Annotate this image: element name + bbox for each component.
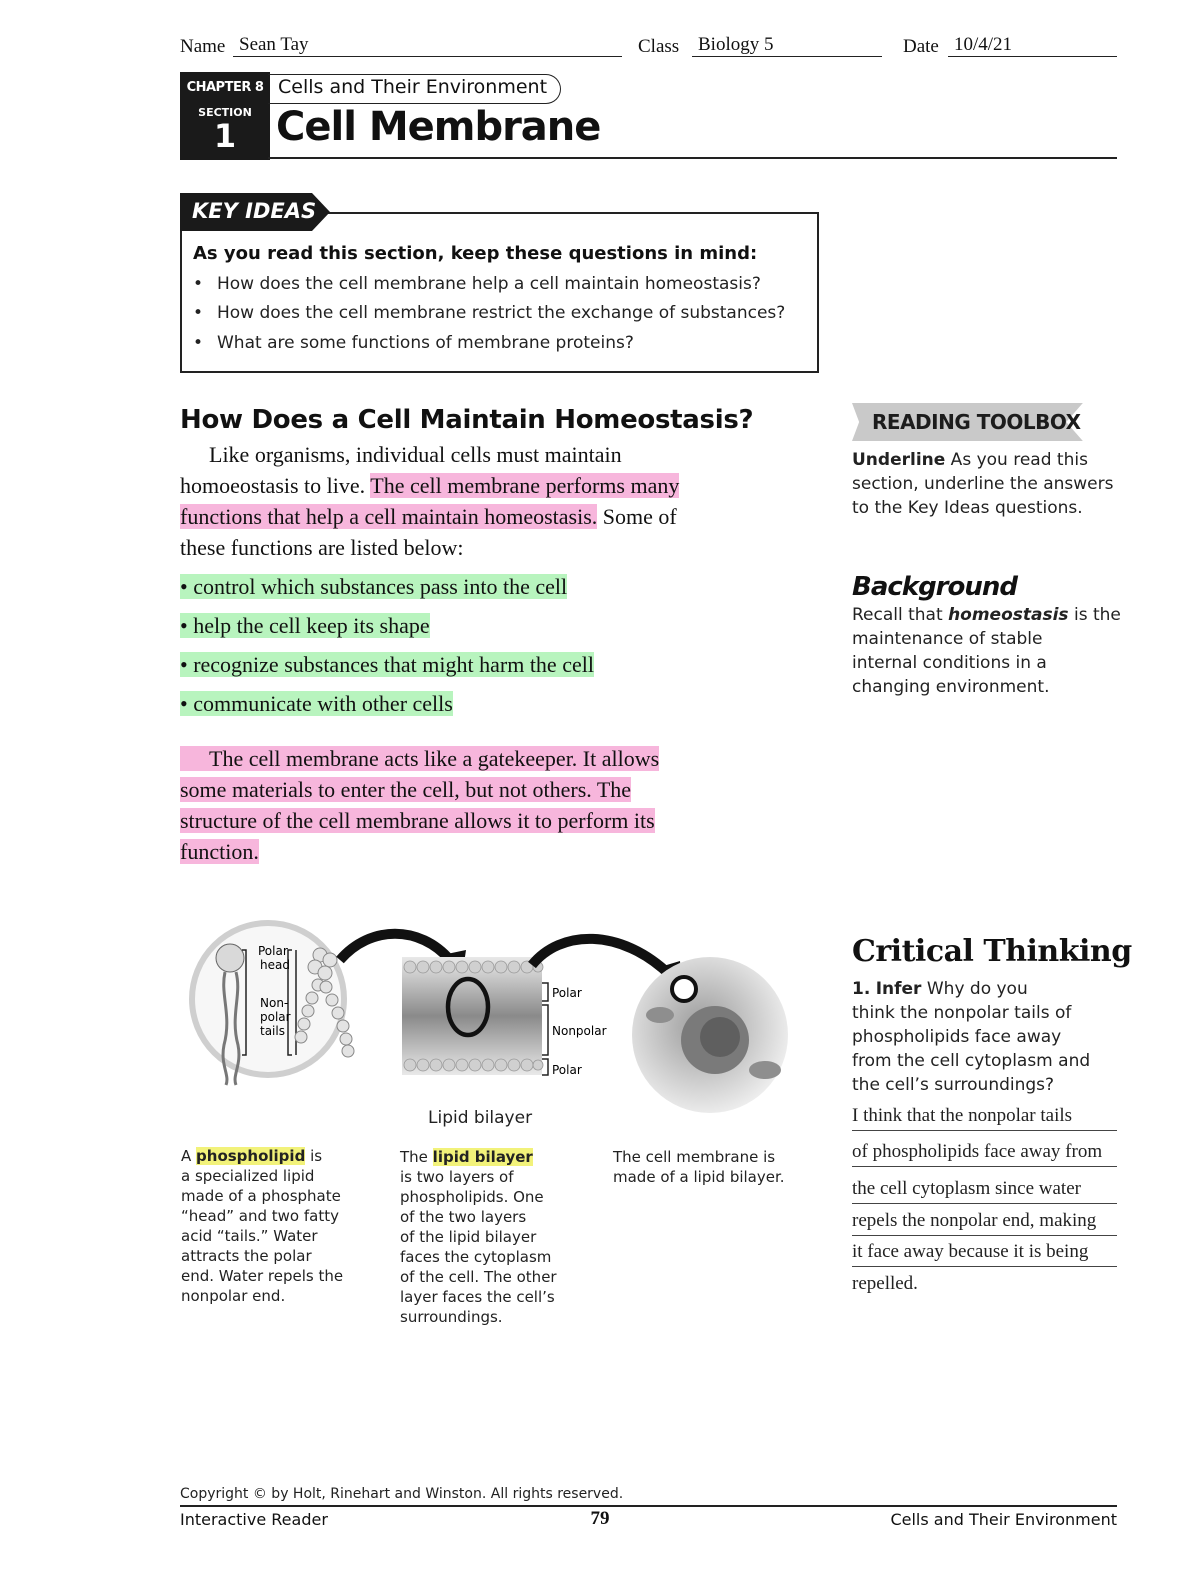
paragraph-line: The cell membrane acts like a gatekeeper. It allows (180, 746, 659, 772)
question-text: 1. Infer Why do you (852, 979, 1028, 999)
function-item: • help the cell keep its shape (180, 613, 430, 638)
footer-book-title: Interactive Reader (180, 1510, 328, 1529)
answer-line[interactable]: the cell cytoplasm since water (852, 1178, 1117, 1204)
question-text: the cell’s surroundings? (852, 1075, 1055, 1095)
answer-line[interactable]: repels the nonpolar end, making (852, 1210, 1117, 1236)
answer-line[interactable]: it face away because it is being (852, 1241, 1117, 1267)
function-item: • communicate with other cells (180, 691, 453, 716)
section-label: SECTION (198, 106, 252, 119)
title-rule (268, 157, 1117, 159)
date-field[interactable]: 10/4/21 (948, 34, 1117, 57)
zoom-circle (672, 977, 696, 1001)
key-ideas-intro: As you read this section, keep these questions in mind: (193, 243, 758, 264)
critical-thinking-heading: Critical Thinking (852, 934, 1132, 969)
key-ideas-label: KEY IDEAS (192, 199, 317, 223)
background-text: changing environment. (852, 677, 1050, 697)
reading-toolbox-label: READING TOOLBOX (872, 410, 1081, 434)
chapter-label: CHAPTER 8 (186, 80, 264, 95)
chapter-title: Cells and Their Environment (278, 76, 548, 98)
function-item: • recognize substances that might harm the cell (180, 652, 594, 677)
paragraph-line: these functions are listed below: (180, 535, 464, 560)
class-label: Class (638, 36, 680, 57)
lipid-bilayer-caption: The lipid bilayer is two layers of phospholipids. One of the two layers of the lipid bilayer faces the cytoplasm of the cell. The other layer faces the cell’s surroundings. (400, 1148, 557, 1326)
question-text: phospholipids face away (852, 1027, 1062, 1047)
label-nonpolar-tails: polar (260, 1010, 291, 1024)
background-heading: Background (852, 572, 1017, 602)
section-title: Cell Membrane (276, 104, 601, 150)
class-field[interactable]: Biology 5 (692, 34, 882, 57)
background-text: maintenance of stable (852, 629, 1043, 649)
section-number: 1 (213, 117, 237, 155)
date-label: Date (903, 36, 939, 57)
toolbox-text: Underline As you read this (852, 450, 1088, 470)
arrow-icon (532, 939, 670, 975)
label-nonpolar-tails: Non- (260, 996, 289, 1010)
question-text: from the cell cytoplasm and (852, 1051, 1091, 1071)
answer-line[interactable]: repelled. (852, 1273, 918, 1294)
arrow-icon (340, 934, 450, 960)
paragraph-line: homoeostasis to live. The cell membrane performs many (180, 473, 680, 498)
paragraph-line: function. (180, 839, 259, 864)
key-question: • What are some functions of membrane proteins? (193, 333, 634, 353)
label-nonpolar: Nonpolar (552, 1024, 607, 1038)
cell-diagram (632, 957, 788, 1113)
function-item: • control which substances pass into the cell (180, 574, 568, 599)
paragraph-line: functions that help a cell maintain homeostasis. Some of (180, 504, 677, 529)
background-text: Recall that homeostasis is the (852, 605, 1121, 625)
phospholipid-caption: A phospholipid is a specialized lipid made of a phosphate “head” and two fatty acid “tails.” Water attracts the polar end. Water repels the nonpolar end. (181, 1147, 344, 1305)
bilayer-title: Lipid bilayer (428, 1108, 533, 1128)
copyright: Copyright © by Holt, Rinehart and Winston. All rights reserved. (180, 1486, 624, 1502)
question-text: think the nonpolar tails of (852, 1003, 1072, 1023)
chapter-block (180, 72, 270, 160)
lipid-bilayer-diagram (402, 957, 607, 1128)
phospholipid-diagram (192, 923, 354, 1085)
main-heading: How Does a Cell Maintain Homeostasis? (180, 405, 754, 435)
label-polar-head: Polar (258, 944, 288, 958)
label-polar: Polar (552, 986, 582, 1000)
label-polar: Polar (552, 1063, 582, 1077)
cell-membrane-caption: The cell membrane is made of a lipid bilayer. (613, 1148, 785, 1186)
paragraph-line: Like organisms, individual cells must maintain (209, 442, 622, 467)
name-label: Name (180, 36, 226, 57)
name-field[interactable]: Sean Tay (233, 34, 622, 57)
highlight-pink: The cell membrane performs many (370, 473, 680, 498)
toolbox-text: section, underline the answers (852, 474, 1114, 494)
membrane-figure (180, 905, 820, 1135)
answer-line[interactable]: I think that the nonpolar tails (852, 1105, 1117, 1131)
highlight-pink: functions that help a cell maintain homeostasis. (180, 504, 598, 529)
paragraph-line: structure of the cell membrane allows it to perform its (180, 808, 655, 833)
footer-rule (180, 1505, 1117, 1507)
key-question: • How does the cell membrane help a cell maintain homeostasis? (193, 274, 761, 294)
term-phospholipid: phospholipid (196, 1147, 306, 1165)
term-lipid-bilayer: lipid bilayer (432, 1148, 533, 1166)
toolbox-text: to the Key Ideas questions. (852, 498, 1083, 518)
label-nonpolar-tails: tails (260, 1024, 285, 1038)
key-question: • How does the cell membrane restrict the exchange of substances? (193, 303, 786, 323)
page-number: 79 (590, 1508, 610, 1529)
footer-chapter-title: Cells and Their Environment (890, 1510, 1117, 1529)
paragraph-line: some materials to enter the cell, but not others. The (180, 777, 632, 802)
background-text: internal conditions in a (852, 653, 1047, 673)
answer-line[interactable]: of phospholipids face away from (852, 1141, 1117, 1167)
label-polar-head: head (260, 958, 290, 972)
